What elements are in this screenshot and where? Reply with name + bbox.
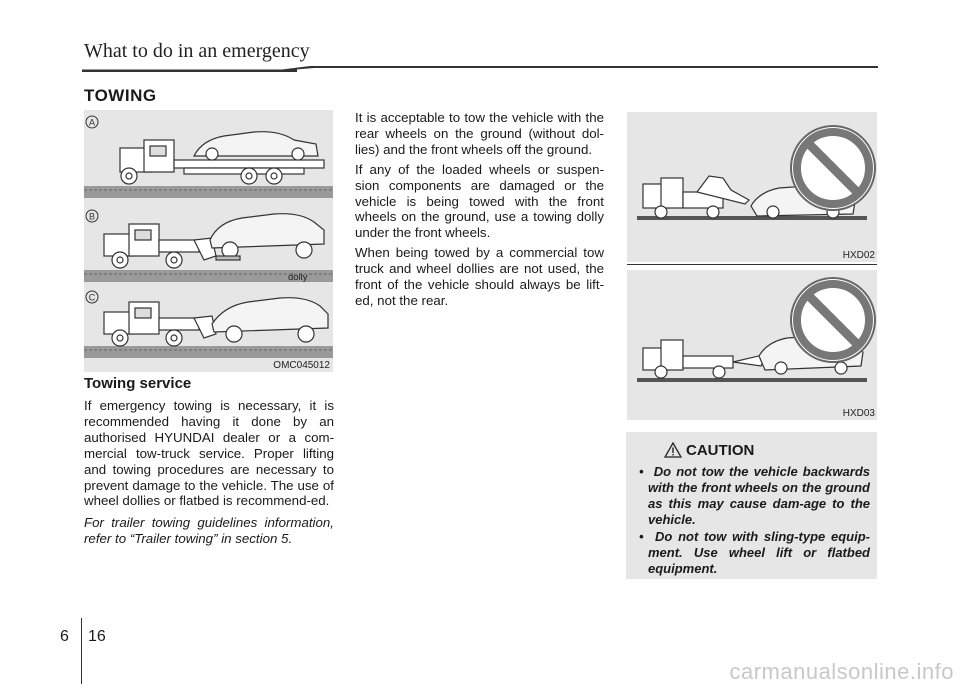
towing-methods-illustration	[84, 110, 333, 372]
panel-letter-c: C	[88, 292, 96, 303]
header-rule	[82, 66, 878, 72]
middle-paragraph-1: It is acceptable to tow the vehicle with the rear wheels on the ground (without dol-lies) and the front wheels off the ground.	[355, 110, 604, 157]
prohibited-sling-illustration	[627, 270, 877, 420]
prohibited-icon	[791, 126, 875, 210]
caution-item: • Do not tow the vehicle backwards with the front wheels on the ground as this may cause dam-age to the vehicle.	[639, 464, 870, 527]
towing-service-text	[84, 398, 334, 551]
header-section-name: What to do in an emergency	[84, 40, 310, 62]
panel-letter-b: B	[88, 211, 96, 222]
prohibited-icon	[791, 278, 875, 362]
panel-letter-a: A	[88, 117, 96, 128]
caution-item: • Do not tow with sling-type equip-ment. Use wheel lift or flatbed equipment.	[639, 529, 870, 576]
prohibited-rear-lift-illustration	[627, 112, 877, 262]
prohibited-towing-figure-1	[627, 112, 877, 262]
page-number: 16	[88, 628, 106, 645]
figure-code-omc: OMC045012	[273, 360, 330, 371]
caution-list	[634, 464, 870, 578]
caution-title: CAUTION	[686, 442, 755, 459]
towing-service-body: If emergency towing is necessary, it is recommended having it done by an authorised HYUNDAI dealer or a com-mercial tow-truck service. Proper lifting and towing procedures are necessary to prevent damage to the vehicle. The use of wheel dollies or flatbed is recommend-ed.	[84, 398, 334, 509]
chapter-number: 6	[60, 628, 69, 645]
middle-paragraph-2: If any of the loaded wheels or suspen-sion components are damaged or the vehicle is being towed with the front wheels on the ground, use a towing dolly under the front wheels.	[355, 161, 604, 241]
prohibited-towing-figure-2	[627, 270, 877, 420]
dolly-label: dolly	[288, 272, 308, 283]
middle-column-text	[355, 110, 604, 313]
section-title: TOWING	[84, 86, 157, 105]
towing-service-heading: Towing service	[84, 375, 192, 392]
trailer-towing-note: For trailer towing guidelines information, refer to “Trailer towing” in section 5.	[84, 515, 334, 547]
caution-box	[626, 432, 877, 579]
footer-divider	[81, 618, 82, 684]
middle-paragraph-3: When being towed by a commercial tow truck and wheel dollies are not used, the front of the vehicle should always be lift-ed, not the rear.	[355, 245, 604, 308]
figure-code-hxd03: HXD03	[842, 408, 875, 419]
figure-code-hxd02: HXD02	[842, 250, 875, 261]
warning-triangle-icon	[664, 442, 682, 458]
watermark: carmanualsonline.info	[729, 659, 954, 684]
towing-methods-figure	[84, 110, 333, 372]
